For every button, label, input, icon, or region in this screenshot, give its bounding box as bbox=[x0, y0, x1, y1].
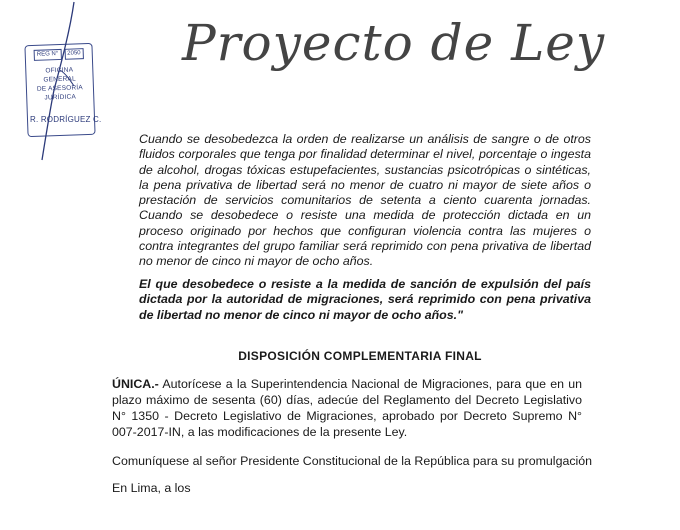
paragraph-penalty-blood-test: Cuando se desobedezca la orden de realizarse un análisis de sangre o de otros fluidos corporales que tenga por finalidad determinar el nivel, porcentaje o ingesta de alcohol, drogas tóxicas estupefacientes, sustancias psicotrópicas o sintéticas, la pena privativa de libertad será no menor de cuatro ni mayor de siete años o prestación de servicios comunitarios de setenta a ciento cuarenta jornadas. Cuando se desobedece o resiste una medida de protección dictada en un proceso originado por hechos que configuran violencia contra las mujeres o contra integrantes del grupo familiar será reprimido con pena privativa de libertad no menor de cinco ni mayor de ocho años. bbox=[139, 132, 591, 269]
unica-text: Autorícese a la Superintendencia Nacional de Migraciones, para que en un plazo máximo de sesenta (60) días, adecúe del Reglamento del Decreto Legislativo N° 1350 - Decreto Legislativo de Migraciones, aprobado por Decreto Supremo N° 007-2017-IN, a las modificaciones de la presente Ley. bbox=[112, 377, 582, 439]
stamp-signature-name: R. RODRÍGUEZ C. bbox=[30, 115, 102, 124]
stamp-line-3: DE ASESORÍA bbox=[36, 84, 84, 93]
stamp-line-4: JURÍDICA bbox=[44, 93, 77, 102]
paragraph-unica bbox=[112, 376, 582, 440]
closing-line: En Lima, a los bbox=[112, 481, 191, 495]
stamp-box-left: REG N° bbox=[34, 49, 62, 61]
communication-line: Comuníquese al señor Presidente Constitucional de la República para su promulgación bbox=[112, 454, 593, 468]
paragraph-expulsion-sanction: El que desobedece o resiste a la medida de sanción de expulsión del país dictada por la autoridad de migraciones, será reprimido con pena privativa de libertad no menor de cinco ni mayor de ocho años." bbox=[139, 277, 591, 322]
document-title: Proyecto de Ley bbox=[182, 14, 606, 72]
stamp-body bbox=[26, 65, 93, 103]
stamp-line-1: OFICINA bbox=[45, 66, 74, 75]
unica-label: ÚNICA.- bbox=[112, 377, 159, 391]
stamp-box-right: 2050 bbox=[64, 48, 84, 60]
stamp-header bbox=[26, 48, 92, 61]
stamp-line-2: GENERAL bbox=[43, 75, 76, 84]
section-heading: DISPOSICIÓN COMPLEMENTARIA FINAL bbox=[238, 349, 482, 363]
